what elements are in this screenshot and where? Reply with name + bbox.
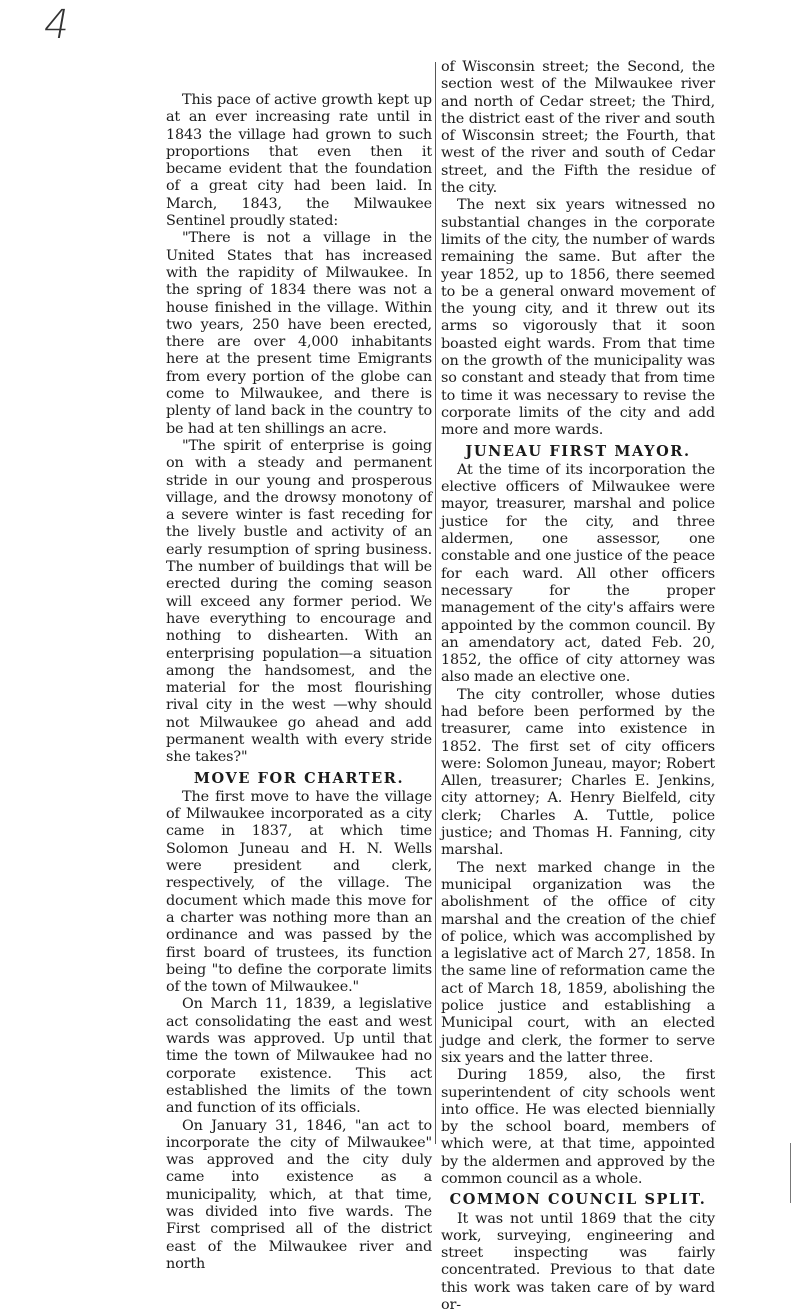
margin-line: [790, 1143, 791, 1203]
paragraph: During 1859, also, the first superintendent of city schools went into office. He was elected biennially by the school board, members of which were, at that time, appointed by the aldermen and approved by the common council as a whole.: [441, 1067, 715, 1187]
paragraph: "The spirit of enterprise is going on with a steady and permanent stride in our young and prosperous village, and the drowsy monotony of a severe winter is fast receding for the lively bustle and activity of an early resumption of spring business. The number of buildings that will be erected during the coming season will exceed any former period. We have everything to encourage and nothing to dishearten. With an enterprising population—a situation among the handsomest, and the material for the most flourishing rival city in the west —why should not Milwaukee go ahead and add permanent wealth with every stride she takes?": [166, 437, 432, 766]
paragraph: The city controller, whose duties had before been performed by the treasurer, came into existence in 1852. The first set of city officers were: Solomon Juneau, mayor; Robert Allen, treasurer; Charles E. Jenkins, city attorney; A. Henry Bielfeld, city clerk; Charles A. Tuttle, police justice; and Thomas H. Fanning, city marshal.: [441, 686, 715, 859]
section-heading: MOVE FOR CHARTER.: [193, 769, 405, 787]
section-heading: JUNEAU FIRST MAYOR.: [465, 442, 691, 460]
paragraph: On January 31, 1846, "an act to incorporate the city of Milwaukee" was approved and the city duly came into existence as a municipality, which, at that time, was divided into five wards. The First comprised all of the district east of the Milwaukee river and north: [166, 1117, 432, 1272]
paragraph: At the time of its incorporation the elective officers of Milwaukee were mayor, treasurer, marshal and police justice for the city, and three aldermen, one assessor, one constable and one justice of the peace for each ward. All other officers necessary for the proper management of the city's affairs were appointed by the common council. By an amendatory act, dated Feb. 20, 1852, the office of city attorney was also made an elective one.: [441, 461, 715, 686]
paragraph: On March 11, 1839, a legislative act consolidating the east and west wards was approved. Up until that time the town of Milwaukee had no corporate existence. This act established the limits of the town and function of its officials.: [166, 996, 432, 1117]
paragraph: of Wisconsin street; the Second, the section west of the Milwaukee river and north of Cedar street; the Third, the district east of the river and south of Wisconsin street; the Fourth, that west of the river and south of Cedar street, and the Fifth the residue of the city.: [441, 59, 715, 197]
paragraph: The next marked change in the municipal organization was the abolishment of the office of city marshal and the creation of the chief of police, which was accomplished by a legislative act of March 27, 1858. In the same line of reformation came the act of March 18, 1859, abolishing the police justice and establishing a Municipal court, with an elected judge and clerk, the former to serve six years and the latter three.: [441, 859, 715, 1066]
paragraph: "There is not a village in the United States that has increased with the rapidity of Milwaukee. In the spring of 1834 there was not a house finished in the village. Within two years, 250 have been erected, there are over 4,000 inhabitants here at the present time Emigrants from every portion of the globe can come to Milwaukee, and there is plenty of land back in the country to be had at ten shillings an acre.: [166, 230, 432, 437]
right-column: [441, 59, 715, 1314]
column-divider: [435, 62, 436, 1144]
left-column: [166, 92, 432, 1273]
paragraph: It was not until 1869 that the city work, surveying, engineering and street inspecting was fairly concentrated. Previous to that date this work was taken care of by ward or-: [441, 1210, 715, 1314]
handwritten-page-number: 4: [39, 2, 74, 48]
paragraph: This pace of active growth kept up at an ever increasing rate until in 1843 the village had grown to such proportions that even then it became evident that the foundation of a great city had been laid. In March, 1843, the Milwaukee Sentinel proudly stated:: [166, 92, 432, 230]
section-heading: COMMON COUNCIL SPLIT.: [449, 1191, 707, 1209]
paragraph: The first move to have the village of Milwaukee incorporated as a city came in 1837, at which time Solomon Juneau and H. N. Wells were president and clerk, respectively, of the village. The document which made this move for a charter was nothing more than an ordinance and was passed by the first board of trustees, its function being "to define the corporate limits of the town of Milwaukee.": [166, 788, 432, 996]
paragraph: The next six years witnessed no substantial changes in the corporate limits of the city, the number of wards remaining the same. But after the year 1852, up to 1856, there seemed to be a general onward movement of the young city, and it threw out its arms so vigorously that it soon boasted eight wards. From that time on the growth of the municipality was so constant and steady that from time to time it was necessary to revise the corporate limits of the city and add more and more wards.: [441, 197, 715, 439]
